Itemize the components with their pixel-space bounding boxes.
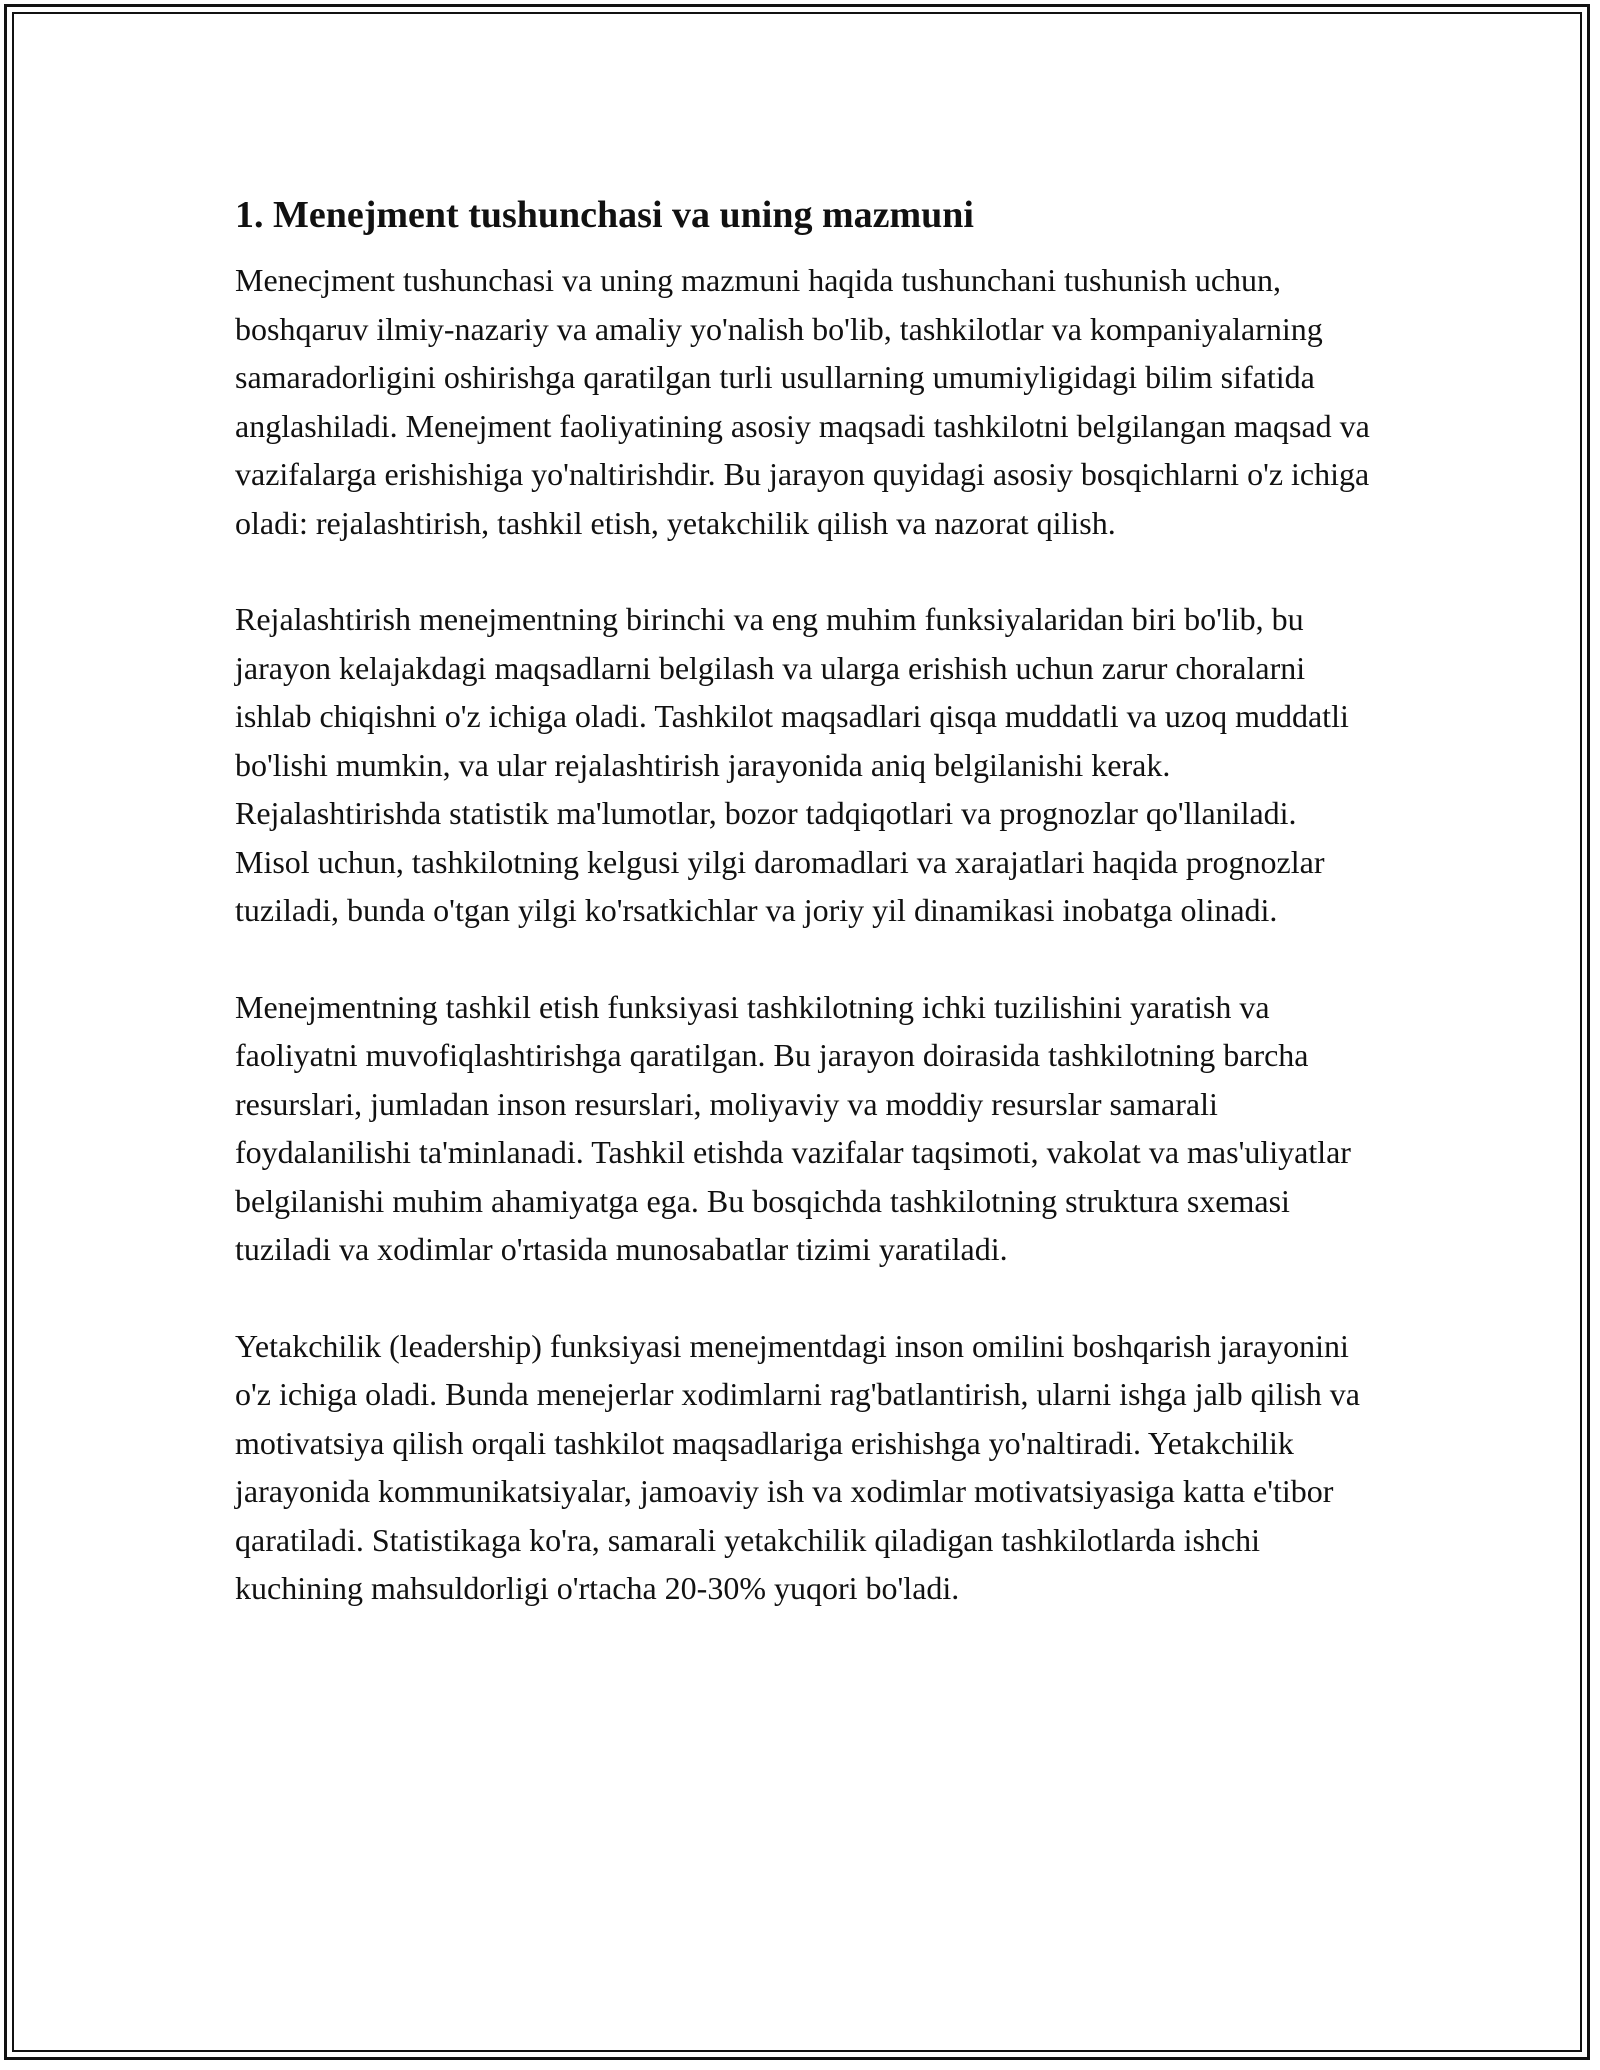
document-body [235, 186, 1375, 1661]
paragraph-planning: Rejalashtirish menejmentning birinchi va eng muhim funksiyalaridan biri bo'lib, bu jarayon kelajakdagi maqsadlarni belgilash va ularga erishish uchun zarur choralarni ishlab chiqishni o'z ichiga oladi. Tashkilot maqsadlari qisqa muddatli va uzoq muddatli bo'lishi mumkin, va ular rejalashtirish jarayonida aniq belgilanishi kerak. Rejalashtirishda statistik ma'lumotlar, bozor tadqiqotlari va prognozlar qo'llaniladi. Misol uchun, tashkilotning kelgusi yilgi daromadlari va xarajatlari haqida prognozlar tuziladi, bunda o'tgan yilgi ko'rsatkichlar va joriy yil dinamikasi inobatga olinadi. [235, 601, 1349, 928]
section-heading: 1. Menejment tushunchasi va uning mazmuni [235, 194, 974, 236]
paragraph-organizing: Menejmentning tashkil etish funksiyasi tashkilotning ichki tuzilishini yaratish va faoliyatni muvofiqlashtirishga qaratilgan. Bu jarayon doirasida tashkilotning barcha resurslari, jumladan inson resurslari, moliyaviy va moddiy resurslar samarali foydalanilishi ta'minlanadi. Tashkil etishda vazifalar taqsimoti, vakolat va mas'uliyatlar belgilanishi muhim ahamiyatga ega. Bu bosqichda tashkilotning struktura sxemasi tuziladi va xodimlar o'rtasida munosabatlar tizimi yaratiladi. [235, 988, 1351, 1267]
paragraph-intro: Menecjment tushunchasi va uning mazmuni haqida tushunchani tushunish uchun, boshqaruv ilmiy-nazariy va amaliy yo'nalish bo'lib, tashkilotlar va kompaniyalarning samaradorligini oshirishga qaratilgan turli usullarning umumiyligidagi bilim sifatida anglashiladi. Menejment faoliyatining asosiy maqsadi tashkilotni belgilangan maqsad va vazifalarga erishishiga yo'naltirishdir. Bu jarayon quyidagi asosiy bosqichlarni o'z ichiga oladi: rejalashtirish, tashkil etish, yetakchilik qilish va nazorat qilish. [235, 262, 1370, 541]
paragraph-leadership: Yetakchilik (leadership) funksiyasi menejmentdagi inson omilini boshqarish jarayonini o'z ichiga oladi. Bunda menejerlar xodimlarni rag'batlantirish, ularni ishga jalb qilish va motivatsiya qilish orqali tashkilot maqsadlariga erishishga yo'naltiradi. Yetakchilik jarayonida kommunikatsiyalar, jamoaviy ish va xodimlar motivatsiyasiga katta e'tibor qaratiladi. Statistikaga ko'ra, samarali yetakchilik qiladigan tashkilotlarda ishchi kuchining mahsuldorligi o'rtacha 20-30% yuqori bo'ladi. [235, 1327, 1360, 1606]
